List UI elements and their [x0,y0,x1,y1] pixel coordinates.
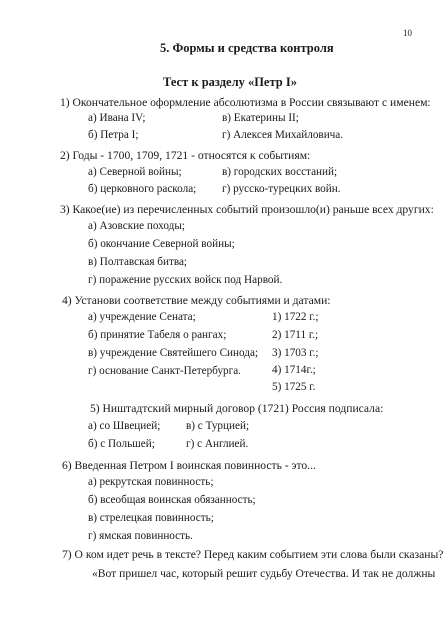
q2-option-v: в) городских восстаний; [222,166,338,178]
q3-option-g: г) поражение русских войск под Нарвой. [88,274,283,286]
q3-option-a: а) Азовские походы; [88,220,185,232]
q6-option-g: г) ямская повинность. [88,530,193,542]
question-7: 7) О ком идет речь в тексте? Перед каким событием эти слова были сказаны? [62,548,444,561]
q3-option-b: б) окончание Северной войны; [88,238,235,250]
q5-option-b: б) с Польшей; [88,438,155,450]
q4-event-a: а) учреждение Сената; [88,311,196,323]
q6-option-v: в) стрелецкая повинность; [88,512,214,524]
page-number: 10 [403,28,412,38]
question-2: 2) Годы - 1700, 1709, 1721 - относятся к событиям: [60,149,311,162]
q5-option-v: в) с Турцией; [186,420,250,432]
q4-date-4: 4) 1714г.; [272,364,316,376]
question-3: 3) Какое(ие) из перечисленных событий произошло(и) раньше всех других: [60,203,434,216]
q5-option-g: г) с Англией. [186,438,249,450]
q7-quote: «Вот пришел час, который решит судьбу Отечества. И так не должны [92,567,436,580]
q1-option-a: а) Ивана IV; [88,112,146,124]
question-6: 6) Введенная Петром I воинская повинность - это... [62,459,316,472]
question-4: 4) Установи соответствие между событиями и датами: [62,294,331,307]
q6-option-a: а) рекрутская повинность; [88,476,214,488]
q4-event-v: в) учреждение Святейшего Синода; [88,347,259,359]
q2-option-g: г) русско-турецких войн. [222,183,341,195]
question-1: 1) Окончательное оформление абсолютизма в России связывают с именем: [60,96,431,109]
section-title: 5. Формы и средства контроля [160,41,334,55]
q4-date-2: 2) 1711 г.; [272,329,319,341]
q4-date-3: 3) 1703 г.; [272,347,319,359]
q1-option-b: б) Петра I; [88,129,139,141]
q1-option-v: в) Екатерины II; [222,112,299,124]
q4-date-1: 1) 1722 г.; [272,311,319,323]
q2-option-a: а) Северной войны; [88,166,182,178]
q1-option-g: г) Алексея Михайловича. [222,129,344,141]
q4-event-g: г) основание Санкт-Петербурга. [88,365,241,377]
q2-option-b: б) церковного раскола; [88,183,197,195]
q3-option-v: в) Полтавская битва; [88,256,188,268]
q6-option-b: б) всеобщая воинская обязанность; [88,494,256,506]
question-5: 5) Ништадтский мирный договор (1721) Россия подписала: [90,402,384,415]
q5-option-a: а) со Швецией; [88,420,161,432]
q4-event-b: б) принятие Табеля о рангах; [88,329,227,341]
q4-date-5: 5) 1725 г. [272,381,316,393]
test-title: Тест к разделу «Петр I» [163,75,297,89]
